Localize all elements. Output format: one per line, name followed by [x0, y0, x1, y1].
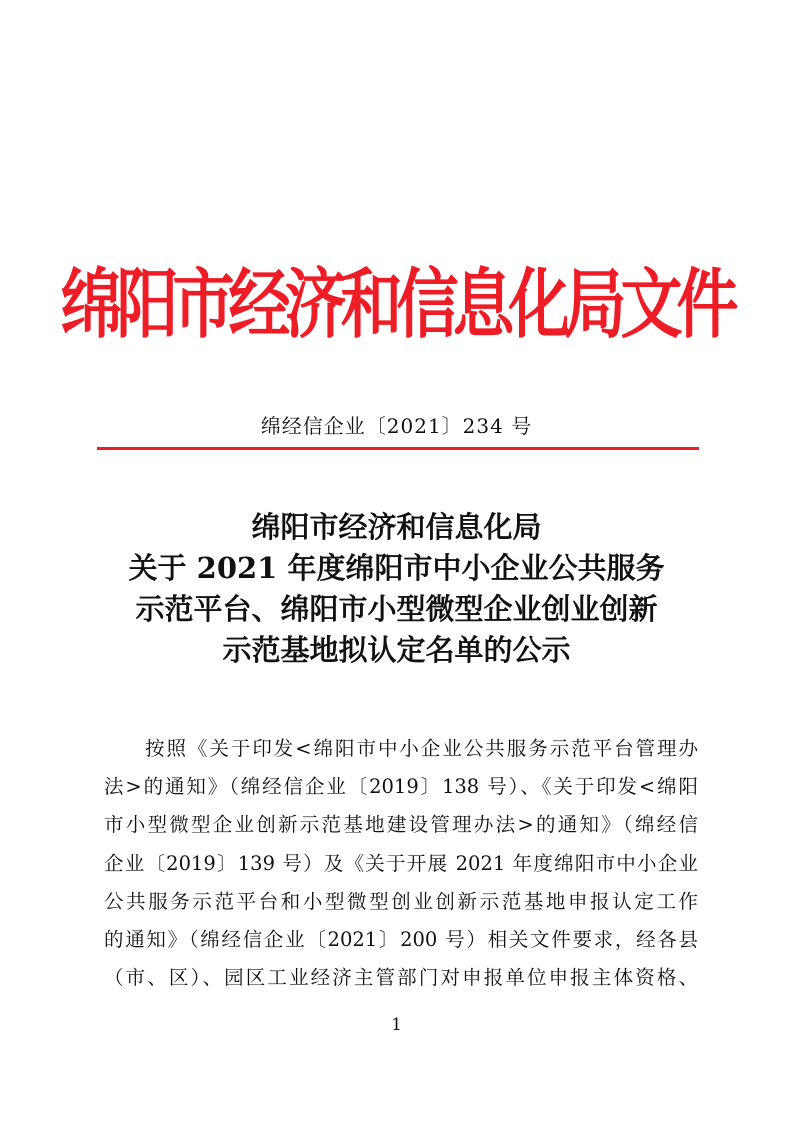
notice-title [0, 507, 793, 671]
body-line-1: 按照《关于印发<绵阳市中小企业公共服务示范平台管理办 [145, 737, 698, 760]
body-line-2: 法>的通知》（绵经信企业〔2019〕138 号）、《关于印发<绵阳 [104, 775, 698, 799]
page-number: 1 [391, 1015, 402, 1035]
notice-title-line-1: 绵阳市经济和信息化局 [251, 510, 542, 544]
body-line-4: 企业〔2019〕139 号）及《关于开展 2021 年度绵阳市中小企业 [104, 851, 698, 875]
body-line-7: （市、区）、园区工业经济主管部门对申报单位申报主体资格、 [104, 966, 698, 990]
notice-title-line-2: 关于 2021 年度绵阳市中小企业公共服务 [128, 551, 665, 585]
document-number: 绵经信企业〔2021〕234 号 [260, 414, 533, 438]
body-paragraph [104, 730, 698, 997]
masthead-title: 绵阳市经济和信息化局文件 [60, 259, 733, 349]
body-line-6: 的通知》（绵经信企业〔2021〕200 号）相关文件要求，经各县 [104, 927, 698, 951]
body-line-3: 市小型微型企业创新示范基地建设管理办法>的通知》（绵经信 [104, 813, 698, 837]
notice-title-line-4: 示范基地拟认定名单的公示 [222, 633, 571, 667]
notice-title-line-3: 示范平台、绵阳市小型微型企业创业创新 [135, 592, 658, 626]
body-line-5: 公共服务示范平台和小型微型创业创新示范基地申报认定工作 [104, 889, 698, 913]
red-divider-line [97, 447, 699, 450]
